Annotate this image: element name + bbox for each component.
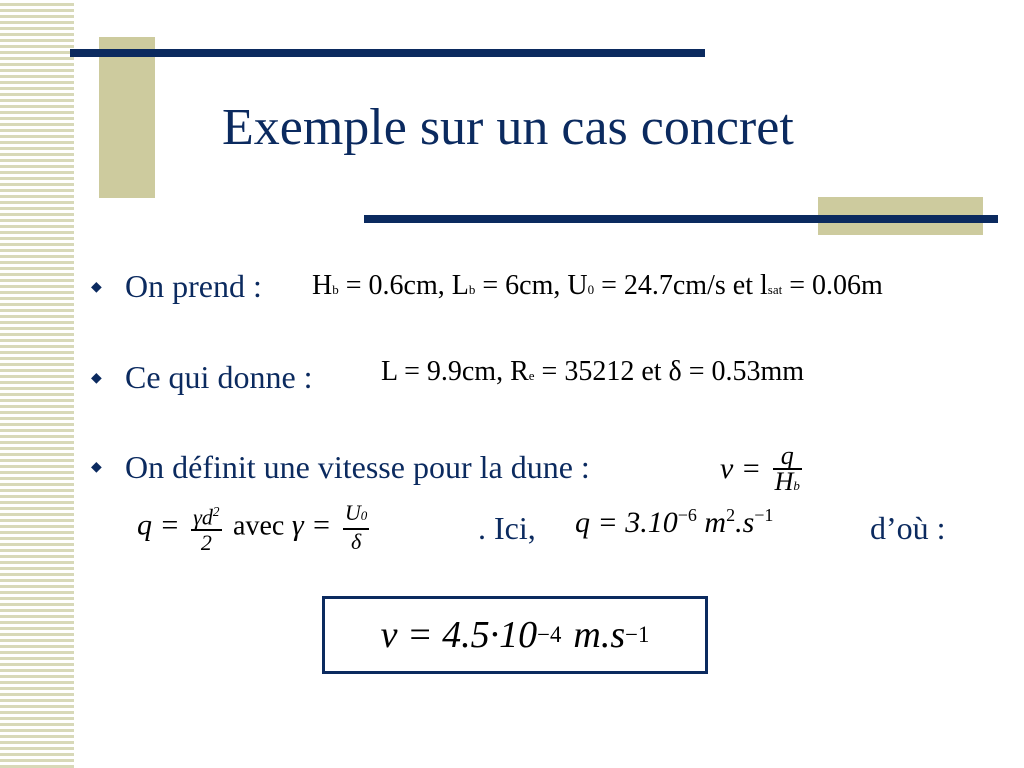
decor-rect-left [99, 37, 155, 198]
given-values-formula: Hb = 0.6cm, Lb = 6cm, U0 = 24.7cm/s et lsat = 0.06m [312, 270, 883, 301]
bullet-diamond-icon: ◆ [91, 280, 102, 295]
decorative-stripes [0, 0, 74, 768]
bullet-diamond-icon: ◆ [91, 460, 102, 475]
result-unit-exponent: −1 [625, 622, 650, 647]
result-formula-box [322, 596, 708, 674]
flux-definition-line: q = $\frac{\gamma d^2}{2}$ avec γ = $\frac{U0}{\delta}$ [137, 500, 368, 556]
bullet-diamond-icon: ◆ [91, 371, 102, 386]
bullet-label-1: On prend : [125, 268, 262, 304]
decor-line-bottom [364, 215, 998, 223]
bullet-label-3: On définit une vitesse pour la dune : [125, 449, 590, 485]
dou-text: d’où : [870, 510, 946, 546]
flux-value-formula: $q = 3.10^{-6}$ $m^2.s^{-1}$ [575, 505, 774, 539]
slide-title: Exemple sur un cas concret [222, 99, 794, 156]
decor-line-top [70, 49, 705, 57]
result-exponent: −4 [537, 622, 562, 647]
result-unit: m.s [573, 614, 626, 656]
ici-text: . Ici, [478, 510, 536, 546]
derived-values-formula: L = 9.9cm, Re = 35212 et δ = 0.53mm [381, 356, 805, 387]
velocity-definition-formula: v = $\frac{q}{Hb}$ [720, 441, 800, 496]
bullet-label-2: Ce qui donne : [125, 359, 313, 395]
result-velocity: v = 4.5·10 [380, 614, 538, 656]
